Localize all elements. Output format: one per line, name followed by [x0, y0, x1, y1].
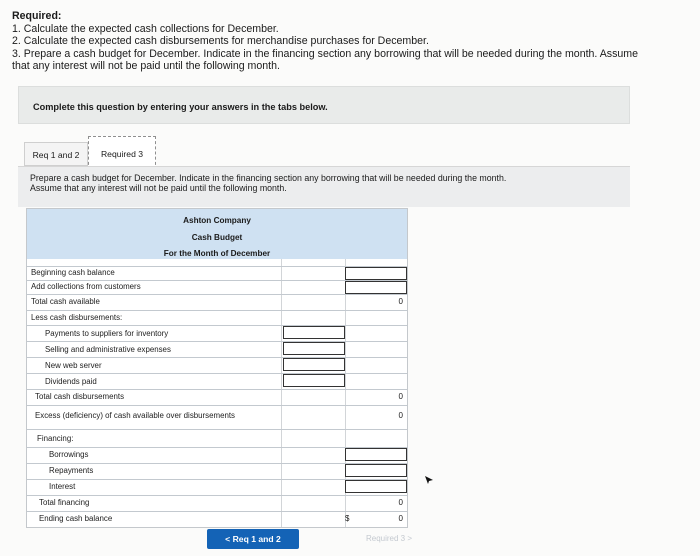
- cash-budget-table: [26, 208, 408, 528]
- currency-symbol: $: [345, 514, 350, 523]
- column-divider: [281, 259, 282, 527]
- input-dividends-paid[interactable]: [283, 374, 345, 387]
- row-payments-suppliers: Payments to suppliers for inventory: [45, 329, 169, 338]
- row-excess-deficiency: Excess (deficiency) of cash available over disbursements: [35, 411, 235, 420]
- row-interest: Interest: [49, 482, 76, 491]
- value-total-disbursements: 0: [398, 392, 403, 401]
- row-line: [27, 310, 407, 311]
- row-new-web-server: New web server: [45, 361, 102, 370]
- tab-required-3[interactable]: Required 3: [88, 136, 156, 170]
- requirement-1: 1. Calculate the expected cash collections for December.: [12, 22, 279, 35]
- budget-period: For the Month of December: [163, 249, 271, 258]
- instruction-text: Complete this question by entering your answers in the tabs below.: [33, 102, 328, 112]
- mouse-pointer-icon: [424, 475, 434, 485]
- next-tab-button[interactable]: Required 3 >: [365, 534, 413, 543]
- row-line: [27, 495, 407, 496]
- requirement-3: 3. Prepare a cash budget for December. Indicate in the financing section any borrowing that will be needed during the month. Assume: [12, 47, 638, 60]
- row-less-disbursements: Less cash disbursements:: [31, 313, 123, 322]
- prev-tab-button[interactable]: < Req 1 and 2: [207, 529, 299, 549]
- row-beginning-cash: Beginning cash balance: [31, 268, 115, 277]
- requirements-block: [12, 10, 692, 73]
- input-selling-admin[interactable]: [283, 342, 345, 355]
- tab-req-1-and-2[interactable]: Req 1 and 2: [24, 142, 88, 166]
- row-financing-heading: Financing:: [37, 434, 74, 443]
- row-line: [27, 429, 407, 430]
- prompt-line-1: Prepare a cash budget for December. Indicate in the financing section any borrowing that will be needed during the month.: [30, 173, 507, 183]
- row-line: [27, 341, 407, 342]
- input-beginning-cash[interactable]: [345, 267, 407, 280]
- row-line: [27, 294, 407, 295]
- requirement-3-continued: that any interest will not be paid until the following month.: [12, 60, 280, 73]
- row-dividends-paid: Dividends paid: [45, 377, 97, 386]
- row-total-financing: Total financing: [39, 498, 90, 507]
- row-line: [27, 357, 407, 358]
- row-line: [27, 389, 407, 390]
- prompt-line-2: Assume that any interest will not be paid until the following month.: [30, 183, 287, 193]
- row-ending-cash: Ending cash balance: [39, 514, 113, 523]
- row-line: [27, 373, 407, 374]
- value-ending-cash: 0: [398, 514, 403, 523]
- row-line: [27, 405, 407, 406]
- row-selling-admin: Selling and administrative expenses: [45, 345, 171, 354]
- value-total-cash-available: 0: [398, 297, 403, 306]
- budget-header: [27, 209, 407, 259]
- input-new-web-server[interactable]: [283, 358, 345, 371]
- row-add-collections: Add collections from customers: [31, 282, 141, 291]
- value-excess-deficiency: 0: [398, 411, 403, 420]
- row-total-cash-available: Total cash available: [31, 297, 100, 306]
- input-collections[interactable]: [345, 281, 407, 294]
- value-total-financing: 0: [398, 498, 403, 507]
- budget-title: Cash Budget: [191, 233, 243, 242]
- requirement-2: 2. Calculate the expected cash disbursements for merchandise purchases for December.: [12, 35, 429, 48]
- instruction-banner: [18, 86, 630, 124]
- input-payments-suppliers[interactable]: [283, 326, 345, 339]
- input-repayments[interactable]: [345, 464, 407, 477]
- row-repayments: Repayments: [49, 466, 94, 475]
- row-borrowings: Borrowings: [49, 450, 89, 459]
- input-interest[interactable]: [345, 480, 407, 493]
- question-prompt: [30, 173, 620, 193]
- input-borrowings[interactable]: [345, 448, 407, 461]
- row-total-disbursements: Total cash disbursements: [35, 392, 125, 401]
- required-title: Required:: [12, 10, 62, 22]
- company-name: Ashton Company: [183, 216, 251, 225]
- row-line: [27, 325, 407, 326]
- row-line: [27, 511, 407, 512]
- question-panel: [18, 166, 630, 207]
